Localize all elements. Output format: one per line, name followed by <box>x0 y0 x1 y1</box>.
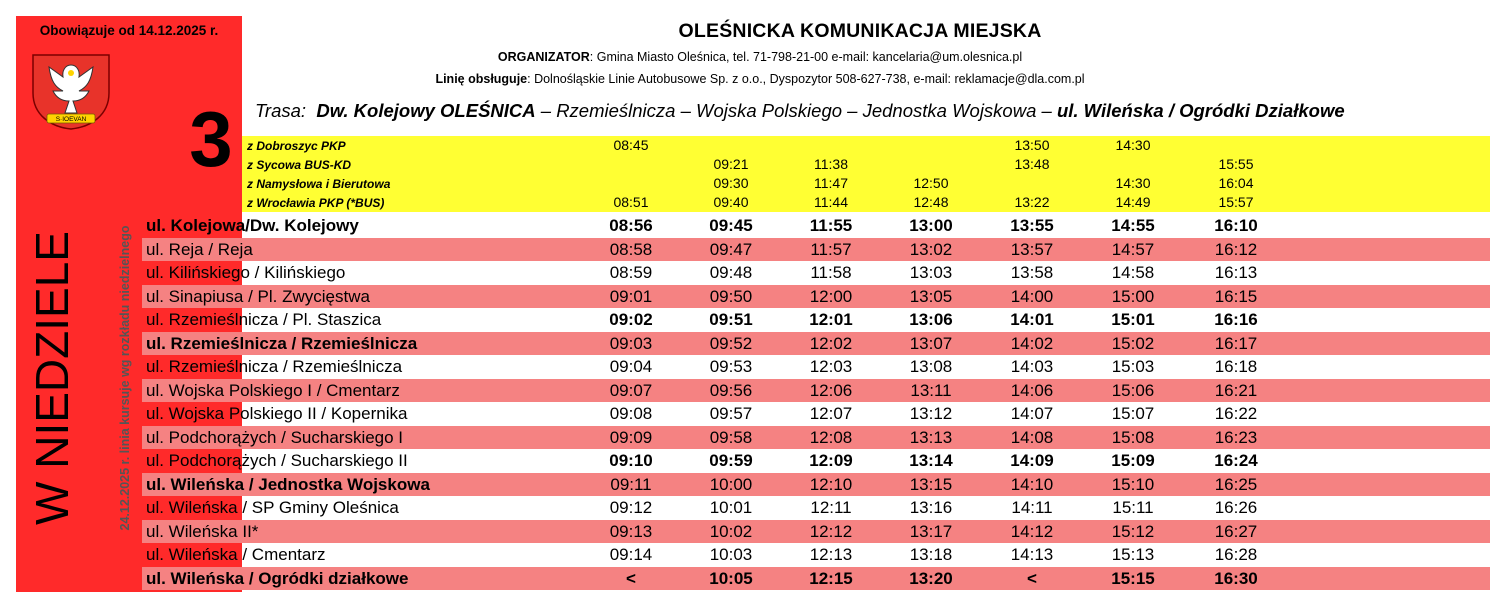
departure-time: 13:00 <box>909 216 953 235</box>
departure-time: 16:18 <box>1214 357 1258 376</box>
departure-time: 13:16 <box>909 498 953 517</box>
stop-name: ul. Podchorążych / Sucharskiego II <box>146 451 408 470</box>
departure-time: 12:08 <box>809 427 853 447</box>
departure-time: 15:02 <box>1111 333 1155 353</box>
departure-time: 16:12 <box>1214 239 1258 259</box>
departure-time: 15:12 <box>1111 521 1155 541</box>
departure-time: 13:02 <box>909 239 953 259</box>
origin-name: z Namysłowa i Bierutowa <box>247 177 391 191</box>
departure-time: 15:01 <box>1111 310 1155 329</box>
departure-time: 16:21 <box>1214 380 1258 400</box>
departure-time: 15:13 <box>1111 545 1155 564</box>
departure-time: 14:10 <box>1010 474 1054 494</box>
departure-time: 14:07 <box>1010 404 1054 423</box>
departure-time: 09:10 <box>609 451 653 470</box>
departure-time: 15:15 <box>1111 568 1155 588</box>
departure-time: 09:47 <box>709 239 753 259</box>
departure-time: 14:06 <box>1010 380 1054 400</box>
stop-row <box>142 426 1490 450</box>
departure-time: 16:30 <box>1214 568 1258 588</box>
departure-time: 14:12 <box>1010 521 1054 541</box>
origin-time: 08:45 <box>613 137 649 153</box>
stop-row <box>142 567 1490 591</box>
departure-time: 09:08 <box>609 404 653 423</box>
valid-from-label: Obowiązuje od 14.12.2025 r. <box>39 23 219 38</box>
departure-time: 10:01 <box>709 498 753 517</box>
origin-time: 08:51 <box>613 194 649 210</box>
origin-time: 13:48 <box>1014 156 1050 172</box>
stop-row <box>142 261 1490 285</box>
departure-time: 14:11 <box>1011 498 1053 517</box>
departure-time: 13:55 <box>1010 216 1054 235</box>
stop-row <box>142 308 1490 332</box>
origin-time: 09:30 <box>713 175 749 191</box>
departure-time: 16:23 <box>1214 427 1258 447</box>
departure-time: 12:13 <box>809 545 853 564</box>
departure-time: 16:28 <box>1214 545 1258 564</box>
departure-time: 16:24 <box>1214 451 1258 470</box>
departure-time: 14:58 <box>1111 263 1155 282</box>
stop-name: ul. Kolejowa/Dw. Kolejowy <box>146 216 359 235</box>
departure-time: 08:58 <box>609 239 653 259</box>
operator-label: Linię obsługuje <box>435 72 528 86</box>
departure-time: < <box>1027 568 1037 588</box>
departure-time: 11:55 <box>809 216 853 235</box>
stop-row <box>142 238 1490 262</box>
departure-time: 09:13 <box>609 521 653 541</box>
departure-time: 12:02 <box>809 333 853 353</box>
departure-time: 12:09 <box>809 451 853 470</box>
origin-time: 15:57 <box>1218 194 1254 210</box>
stop-name: ul. Wileńska / Cmentarz <box>146 545 326 564</box>
route-start: Dw. Kolejowy OLEŚNICA <box>316 100 536 121</box>
departure-time: 15:06 <box>1111 380 1155 400</box>
stop-name: ul. Sinapiusa / Pl. Zwycięstwa <box>146 286 370 306</box>
organizer-line <box>400 50 1120 64</box>
stop-name: ul. Wileńska II* <box>146 521 259 541</box>
departure-time: 08:56 <box>609 216 653 235</box>
departure-time: 13:18 <box>909 545 953 564</box>
origin-time: 14:30 <box>1115 137 1151 153</box>
departure-time: 13:58 <box>1010 263 1054 282</box>
stop-name: ul. Rzemieślnicza / Pl. Staszica <box>146 310 382 329</box>
departure-time: 15:08 <box>1111 427 1155 447</box>
line-number: 3 <box>189 95 233 183</box>
departure-time: 12:00 <box>809 286 853 306</box>
departure-time: 12:01 <box>809 310 853 329</box>
stop-row <box>142 402 1490 426</box>
departure-time: 09:04 <box>609 357 653 376</box>
stop-name: ul. Wojska Polskiego I / Cmentarz <box>146 380 400 400</box>
operator-line <box>400 72 1120 86</box>
departure-time: 09:11 <box>610 474 652 494</box>
departure-time: 09:03 <box>609 333 653 353</box>
departure-time: 16:15 <box>1214 286 1258 306</box>
departure-time: 13:08 <box>909 357 953 376</box>
stop-row <box>142 379 1490 403</box>
origin-row <box>242 174 1490 193</box>
departure-time: 14:57 <box>1111 239 1155 259</box>
origin-time: 15:55 <box>1218 156 1254 172</box>
departure-time: 12:15 <box>809 568 853 588</box>
departure-time: 12:07 <box>809 404 853 423</box>
departure-time: 15:11 <box>1112 498 1154 517</box>
departure-time: 16:26 <box>1214 498 1258 517</box>
departure-time: 10:00 <box>709 474 753 494</box>
departure-time: 14:00 <box>1010 286 1054 306</box>
departure-time: 09:52 <box>709 333 753 353</box>
stop-name: ul. Kilińskiego / Kilińskiego <box>146 263 346 282</box>
departure-time: 13:57 <box>1010 239 1054 259</box>
departure-time: 09:51 <box>709 310 753 329</box>
stop-row <box>142 285 1490 309</box>
origin-time: 12:48 <box>913 194 949 210</box>
route-label: Trasa: <box>255 100 307 121</box>
origin-row <box>242 136 1490 155</box>
route-line <box>255 100 1485 122</box>
departure-time: < <box>626 568 636 588</box>
departure-time: 12:06 <box>809 380 853 400</box>
origin-time: 14:30 <box>1115 175 1151 191</box>
departure-time: 09:02 <box>609 310 653 329</box>
departure-time: 09:58 <box>709 427 753 447</box>
origin-time: 16:04 <box>1218 175 1254 191</box>
departure-time: 16:25 <box>1214 474 1258 494</box>
stop-name: ul. Wileńska / Ogródki działkowe <box>146 568 409 588</box>
departure-time: 15:00 <box>1111 286 1155 306</box>
departure-time: 10:03 <box>709 545 753 564</box>
stop-row <box>142 543 1490 567</box>
origin-name: z Dobroszyc PKP <box>247 139 346 153</box>
departure-time: 09:57 <box>709 404 753 423</box>
departure-time: 16:10 <box>1214 216 1258 235</box>
departure-time: 13:12 <box>909 404 953 423</box>
page-title: OLEŚNICKA KOMUNIKACJA MIEJSKA <box>678 20 1042 42</box>
departure-time: 16:27 <box>1214 521 1258 541</box>
departure-time: 15:10 <box>1111 474 1155 494</box>
departure-time: 12:12 <box>809 521 853 541</box>
stop-row <box>142 355 1490 379</box>
origin-time: 14:49 <box>1115 194 1151 210</box>
origin-time: 11:47 <box>814 175 848 191</box>
origin-time: 12:50 <box>913 175 949 191</box>
departure-time: 13:13 <box>909 427 953 447</box>
departure-time: 11:58 <box>810 263 852 282</box>
crest-caption: S·IOEVAN <box>55 116 87 123</box>
departure-time: 14:13 <box>1010 545 1054 564</box>
stop-name: ul. Podchorążych / Sucharskiego I <box>146 427 404 447</box>
departure-time: 08:59 <box>609 263 653 282</box>
departure-time: 12:11 <box>810 498 852 517</box>
departure-time: 14:08 <box>1010 427 1054 447</box>
departure-time: 09:09 <box>609 427 653 447</box>
operator-text: : Dolnośląskie Linie Autobusowe Sp. z o.o., Dyspozytor 508-627-738, e-mail: reklamacje@dla.com.pl <box>527 72 1085 86</box>
organizer-label: ORGANIZATOR <box>497 50 590 64</box>
departure-time: 09:07 <box>609 380 653 400</box>
departure-time: 13:15 <box>909 474 953 494</box>
departure-time: 13:06 <box>909 310 953 329</box>
city-crest-icon <box>29 51 113 131</box>
route-middle: – Rzemieślnicza – Wojska Polskiego – Jednostka Wojskowa – <box>535 100 1057 121</box>
departure-time: 14:09 <box>1010 451 1054 470</box>
departure-time: 09:45 <box>709 216 753 235</box>
departure-time: 13:11 <box>910 380 952 400</box>
departure-time: 14:03 <box>1010 357 1054 376</box>
stop-row <box>142 496 1490 520</box>
departure-time: 15:07 <box>1111 404 1155 423</box>
origin-time: 09:40 <box>713 194 749 210</box>
stop-name: ul. Wojska Polskiego II / Kopernika <box>146 404 408 423</box>
departure-time: 14:01 <box>1010 310 1054 329</box>
departure-time: 15:09 <box>1111 451 1155 470</box>
departure-time: 13:14 <box>909 451 953 470</box>
departure-time: 15:03 <box>1111 357 1155 376</box>
stop-name: ul. Rzemieślnicza / Rzemieślnicza <box>146 357 403 376</box>
departure-time: 13:03 <box>909 263 953 282</box>
departure-time: 16:13 <box>1214 263 1258 282</box>
departure-time: 09:59 <box>709 451 753 470</box>
origin-time: 13:22 <box>1014 194 1050 210</box>
departure-time: 14:55 <box>1111 216 1155 235</box>
origin-row <box>242 155 1490 174</box>
departure-time: 09:56 <box>709 380 753 400</box>
stop-row <box>142 332 1490 356</box>
origin-name: z Sycowa BUS-KD <box>247 158 352 172</box>
stop-row <box>142 520 1490 544</box>
departure-time: 09:48 <box>709 263 753 282</box>
departure-time: 16:17 <box>1214 333 1258 353</box>
departure-time: 09:53 <box>709 357 753 376</box>
departure-time: 13:20 <box>909 568 953 588</box>
departure-time: 09:14 <box>609 545 653 564</box>
origin-name: z Wrocławia PKP (*BUS) <box>247 196 385 210</box>
origin-time: 09:21 <box>713 156 749 172</box>
departure-time: 09:12 <box>609 498 653 517</box>
origin-time: 11:38 <box>814 156 848 172</box>
route-end: ul. Wileńska / Ogródki Działkowe <box>1056 100 1345 121</box>
day-label: W NIEDZIELE <box>26 231 78 525</box>
stop-row <box>142 449 1490 473</box>
origin-row <box>242 193 1490 212</box>
stop-row <box>142 214 1490 238</box>
origin-time: 13:50 <box>1014 137 1050 153</box>
stop-name: ul. Wileńska / SP Gminy Oleśnica <box>146 498 399 517</box>
departure-time: 09:01 <box>609 286 653 306</box>
departure-time: 10:05 <box>709 568 753 588</box>
stop-name: ul. Reja / Reja <box>146 239 253 259</box>
departure-time: 16:22 <box>1214 404 1258 423</box>
departure-time: 16:16 <box>1214 310 1258 329</box>
departure-time: 09:50 <box>709 286 753 306</box>
departure-time: 13:07 <box>909 333 953 353</box>
origin-time: 11:44 <box>814 194 848 210</box>
departure-time: 12:10 <box>809 474 853 494</box>
stop-name: ul. Rzemieślnicza / Rzemieślnicza <box>146 333 418 353</box>
departure-time: 11:57 <box>810 239 852 259</box>
holiday-note: 24.12.2025 r. linia kursuje wg rozkładu niedzielnego <box>118 225 132 531</box>
stop-name: ul. Wileńska / Jednostka Wojskowa <box>146 474 430 494</box>
departure-time: 12:03 <box>809 357 853 376</box>
organizer-text: : Gmina Miasto Oleśnica, tel. 71-798-21-00 e-mail: kancelaria@um.olesnica.pl <box>589 50 1023 64</box>
departure-time: 10:02 <box>709 521 753 541</box>
stop-row <box>142 473 1490 497</box>
departure-time: 13:05 <box>909 286 953 306</box>
departure-time: 13:17 <box>909 521 953 541</box>
departure-time: 14:02 <box>1010 333 1054 353</box>
